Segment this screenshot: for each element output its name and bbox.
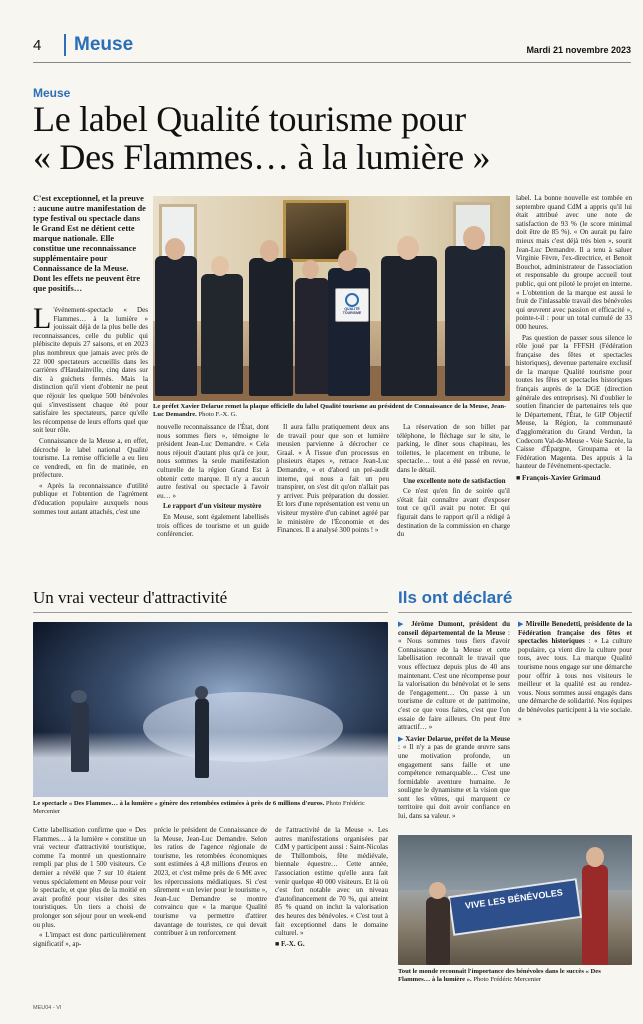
quote-3-text: : « La culture populaire, ça vient dire la culture pour tous, avec tous. La marque Qualité tourisme nous engage sur une démarche pour offrir à tous nos visiteurs le meilleur et la qualité est au rendez-vous. Nous sommes aussi engagés dans une démarche de solidarité. Nos équipes de bénévoles participent à la vie sociale. » [518,637,632,723]
plaque-logo-icon [345,293,359,307]
article-lead: C'est exceptionnel, et la preuve : aucune autre manifestation de type festival ou spectacle dans le Grand Est ne détient cette marque nationale. Elle constitue une reconnaissance supplémentaire pour Connaissance de la Meuse. Dont les effets ne peuvent être que positifs… [33,194,146,293]
page-date: Mardi 21 novembre 2023 [526,45,631,55]
article-paragraph: La réservation de son billet par téléphone, le fléchage sur le site, le parking, le dîner sous chapiteau, les toilettes, le placement en tribune, le spectacle… tout a été passé en revue, dans le détail. [397,423,510,474]
article-paragraph: label. La bonne nouvelle est tombée en septembre quand CdM a appris qu'il lui était attribué avec une note de satisfaction de 93 % (le score minimal doit être de 85 %). « On aurait pu faire mieux mais c'est déjà très bien », sourit Jean-Luc Demandre. Il a tenu à saluer Virginie Fèvre, l'ex-directrice, et Benoit Bouchot, administrateur de l'association et responsable du groupe accueil tout public, qui ont piloté le projet en interne. « L'obtention de la marque est aussi le fruit de l'inlassable travail des bénévoles qui œuvrent avec passion et efficacité », pointe-t-il : pour un total cumulé de 33 000 heures. [516,194,632,331]
quote-2-text: : « Il n'y a pas de grande œuvre sans une motivation profonde, un engagement sans faille et une compétence remarquable… C'est une formidable aventure humaine. Je souligne le dynamisme et la vision que sont les vôtres, qui marquent ce territoire qui doit avoir confiance en lui, dans sa valeur. » [398,743,510,821]
byline-square-icon: ■ [275,939,282,948]
head-7 [463,226,485,250]
byline-square-icon: ■ [516,474,523,482]
quote-3 [518,620,632,723]
sidebar-paragraph: Cette labellisation confirme que « Des Flammes… à la lumière » constitue un vrai vecteur d'attractivité touristique, comme l'a montré un questionnaire rempli par plus de 1 500 visiteurs. Ce dernier a révélé que 7 sur 10 étaient venus spécialement en Meuse pour voir le spectacle, et que plus de la moitié en avait profité pour visiter des sites touristiques. Un tiers a choisi de prolonger son séjour pour un week-end ou plus. [33,826,146,929]
show-caption-text: Le spectacle « Des Flammes… à la lumière » génère des retombées estimées à près de 6 millions d'euros. [33,800,325,807]
header-divider [64,34,66,56]
person-6 [381,256,437,396]
soldier-left-helmet [71,690,87,703]
plaque-text: QUALITÉ TOURISME [342,307,362,315]
page-code: MEU04 - VI [33,1005,62,1011]
quality-plaque [335,288,369,322]
quote-1 [398,620,510,732]
section-name: Meuse [74,34,134,55]
ceremony-caption-text: Le préfet Xavier Delarue remet la plaque officielle du label Qualité tourisme au président de Connaissance de la Meuse, Jean-Luc Demandre. [153,403,507,418]
article-paragraph: Pas question de passer sous silence le rôle joué par la FFFSH (Fédération française des fêtes et spectacles historiques), devenue partenaire exclusif de la marque Qualité tourisme pour toutes les fêtes et spectacles historiques français auprès de la DGE (direction générale des entreprises). Ni d'oublier le soutien financier de partenaires tels que le Département, l'État, le GIP Objectif Meuse, la Région, la communauté d'agglomération du Grand Verdun, la Codecom Val-de-Meuse - Voie Sacrée, la Caisse d'Épargne, Groupama et la Fédération Magenta. Des appuis à la hauteur de l'événement-spectacle. [516,333,632,471]
soldier-left [71,702,89,772]
article-paragraph: « Après la reconnaissance d'utilité publique et l'obtention de l'agrément d'éducation populaire auxquels nous sommes tout autant attachés, c'est une [33,481,148,516]
show-photo-credit: Photo Frédéric Mercenier [33,800,365,815]
show-photo [33,622,388,797]
article-byline: ■ François-Xavier Grimaud [516,474,601,482]
quote-2 [398,735,510,821]
head-1 [165,238,185,260]
article-column-5 [516,194,632,485]
article-paragraph: L 'événement-spectacle « Des Flammes… à la lumière » jouissait déjà de la plus belle des reconnaissances, celle du public qui plébiscite depuis 27 saisons, et en 2023 plus nombreux que jamais avec près de 22 000 spectateurs accueillis dans les carrières d'Haudainville, cinq dates sur dix à guichets fermés. Mais la distinction qu'il vient d'obtenir ne peut que réjouir les quelque 500 bénévoles qui s'investissent chaque été pour satisfaire les spectateurs, parce qu'elle les récompense de leurs efforts quel que soit leur rôle. [33,302,148,435]
sidebar-column-2 [154,826,267,940]
head-3 [260,240,279,262]
volunteer-right [582,865,608,965]
soldier-right-head [195,686,208,699]
article-column-2 [157,423,269,541]
article-subheading: Le rapport d'un visiteur mystère [163,502,262,511]
sidebar-byline: ■ F.-X. G. [275,939,305,948]
quote-1-text: : « Nous sommes tous fiers d'avoir Connaissance de la Meuse et cette labellisation reconnaît le travail que vous effectuez depuis plus de 40 ans maintenant. C'est une récompense pour la valorisation du bénévolat et le sens de l'engagement… On passe à un tourisme de culture et de patrimoine, c'est ce que vous faites, c'est que l'on essaie de faire ailleurs. On peut être attractif… » [398,628,510,732]
article-paragraph: nouvelle reconnaissance de l'État, dont nous sommes fiers », témoigne le président Jean-Luc Demandre. « Cela nous réjouit d'autant plus qu'à ce jour, nous sommes la seule manifestation culturelle de la région Grand Est à obtenir cette marque. Il n'y a aucun autre festival ou spectacle à l'avoir eu… » [157,423,269,500]
smoke-mound [143,692,343,762]
page-number: 4 [33,37,42,54]
person-1 [155,256,197,396]
volunteers-photo [398,835,632,965]
ceremony-caption [153,403,511,419]
title-line-1: Le label Qualité tourisme pour [33,99,466,139]
portrait-frame [283,200,349,262]
volunteers-caption-text: Tout le monde reconnaît l'importance des bénévoles dans le succès « Des Flammes… à la lumière ». [398,968,601,983]
banner-text: VIVE LES BÉNÉVOLES [464,887,564,911]
sidebar-paragraph: précie le président de Connaissance de la Meuse, Jean-Luc Demandre. Selon les ratios de l'agence régionale de tourisme, les retombées économiques sont estimées à 4,8 millions d'euros en 2023, et c'est même près de 6 M€ avec les répercussions médiatiques. Si c'est sûrement « un levier pour le tourisme », Jean-Luc Demandre se montre convaincu que « la marque Qualité tourisme va permettre d'attirer davantage de touristes, ce qui devait contribuer à un renforcement [154,826,267,938]
sidebar-rule [33,612,388,613]
quote-1-author: Jérôme Dumont, président du conseil départemental de la Meuse [398,620,510,637]
sidebar-column-1 [33,826,146,950]
title-line-2: « Des Flammes… à la lumière » [33,137,491,177]
article-title [33,100,633,176]
sidebar-heading: Un vrai vecteur d'attractivité [33,588,228,607]
article-column-3 [277,423,389,537]
triangle-bullet-icon: ▶ [518,620,526,628]
ceremony-photo [153,196,510,401]
sidebar-paragraph: « L'impact est donc particulièrement significatif », ap- [33,931,146,948]
article-paragraph: En Meuse, sont également labellisés trois offices de tourisme et un guide conférencier. [157,512,269,539]
triangle-bullet-icon: ▶ [398,734,406,743]
article-column-4 [397,423,510,541]
volunteer-left-head [429,882,446,899]
article-paragraph: Connaissance de la Meuse a, en effet, décroché le label national Qualité tourisme. La remise officielle a eu lieu ce vendredi, en fin de matinée, en préfecture. [33,436,148,480]
quotes-rule [398,612,632,613]
sidebar-column-3 [275,826,388,950]
article-paragraph: Il aura fallu pratiquement deux ans de travail pour que son et lumière meusien parvienne à décrocher ce Graal. « À l'issue d'un processus en plusieurs étapes », retrace Jean-Luc Demandre, « et d'abord un pré-audit interne, qui nous a fait un peu transpirer, on s'est dit qu'on n'allait pas y arriver. Puis préparation du dossier. Et lors d'une représentation est venu un visiteur mystère d'un cabinet agréé par le ministère de l'Économie et des Finances. Il a analysé 300 points ! » [277,423,389,535]
article-column-1 [33,302,148,518]
sidebar-paragraph: de l'attractivité de la Meuse ». Les autres manifestations organisées par CdM y participent aussi : Saint-Nicolas de Thillombois, fête médiévale, biennale équestre… Cette année, l'association estime qu'elle aura fait venir quelque 40 000 visiteurs. Et là où c'est fort notable avec un niveau d'autofinancement de 70 %, qui atteint 85 % quand on inclut la valorisation des heures des bénévoles. « C'est tout à fait exceptionnel dans le domaine culturel. » [275,826,388,938]
volunteer-right-head [586,847,604,867]
person-4 [295,278,329,394]
quotes-heading: Ils ont déclaré [398,588,513,607]
person-3 [249,258,293,396]
head-6 [397,236,419,260]
quotes-column-2 [518,620,632,725]
head-2 [211,256,229,276]
head-5 [338,250,357,271]
volunteers-photo-credit: Photo Frédéric Mercenier [473,976,542,983]
volunteers-caption [398,968,632,984]
ceremony-photo-credit: Photo F.-X. G. [198,411,237,418]
quote-2-author: Xavier Delarue, préfet de la Meuse [405,734,510,743]
quote-3-author: Mireille Benedetti, présidente de la Fédération française des fêtes et spectacles historiques [518,620,632,646]
soldier-right [195,698,209,778]
volunteer-left [426,897,450,965]
article-paragraph: Ce n'est qu'en fin de soirée qu'il s'était fait connaître avant d'exposer tout ce qu'il avait pu noter. Et qui figurait dans le rapport qu'il a rédigé à destination de la commission en charge du [397,487,510,539]
head-4 [302,260,319,279]
article-kicker: Meuse [33,86,71,100]
quotes-column-1 [398,620,510,823]
header-rule [33,62,631,63]
person-7 [445,246,505,396]
triangle-bullet-icon: ▶ [398,620,412,628]
drop-cap: L [33,302,52,335]
article-subheading: Une excellente note de satisfaction [403,476,506,485]
person-2 [201,274,243,394]
show-caption [33,800,388,816]
